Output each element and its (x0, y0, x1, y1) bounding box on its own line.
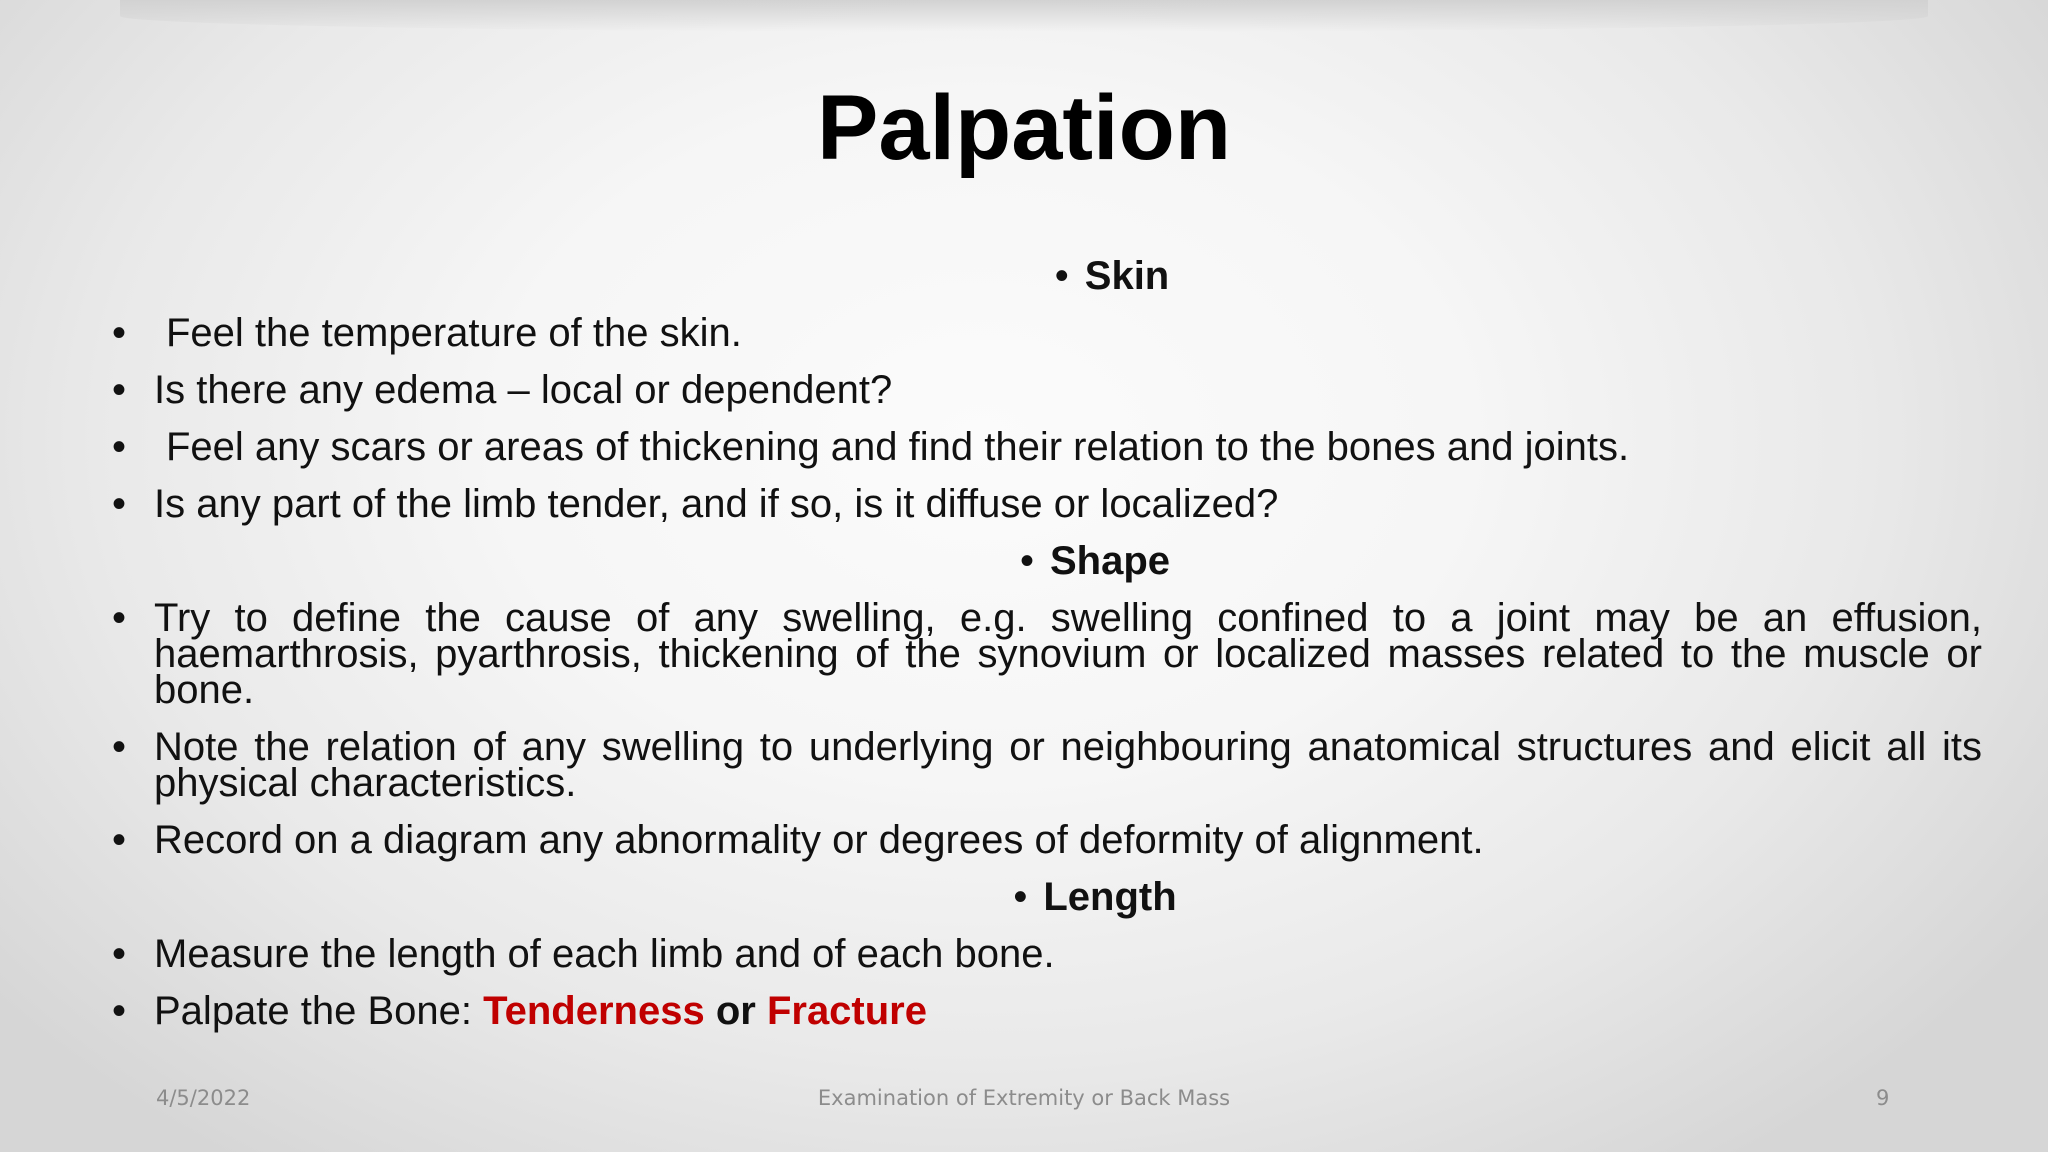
list-item-text: Measure the length of each limb and of each bone. (154, 932, 1055, 976)
bullet-icon: • (1013, 875, 1028, 919)
list-item (112, 725, 1982, 805)
palpate-prefix: Palpate the Bone: (154, 989, 484, 1033)
list-item-text: Record on a diagram any abnormality or degrees of deformity of alignment. (154, 818, 1484, 862)
section-heading-shape (112, 539, 1982, 583)
slide-title: Palpation (816, 77, 1232, 179)
footer-title: Examination of Extremity or Back Mass (817, 1086, 1231, 1110)
list-item (112, 482, 1982, 526)
list-item-text: Feel any scars or areas of thickening and find their relation to the bones and joints. (166, 425, 1630, 469)
list-item-text: Is any part of the limb tender, and if so, is it diffuse or localized? (154, 482, 1279, 526)
section-heading-label: Length (1043, 875, 1177, 919)
section-heading-length (112, 875, 1982, 919)
bullet-icon: • (112, 311, 127, 355)
bullet-icon: • (112, 725, 127, 769)
list-item (112, 368, 1982, 412)
tenderness-term: Tenderness (483, 989, 705, 1033)
or-connector: or (704, 989, 767, 1033)
bullet-icon: • (112, 818, 127, 862)
section-heading-label: Shape (1049, 539, 1171, 583)
list-item-text: Try to define the cause of any swelling, e.g. swelling confined to a joint may be an effusion, haemarthrosis, pyarthrosis, thickening of the synovium or localized masses related to the muscle or bone. (154, 596, 1982, 712)
list-item-text: Feel the temperature of the skin. (166, 311, 742, 355)
bullet-icon: • (112, 482, 127, 526)
list-item (112, 425, 1982, 469)
bullet-icon: • (112, 425, 127, 469)
list-item (112, 596, 1982, 712)
section-heading-skin (112, 254, 1982, 298)
bullet-icon: • (112, 989, 127, 1033)
bullet-icon: • (1019, 539, 1034, 583)
list-item-text: Is there any edema – local or dependent? (154, 368, 893, 412)
list-item (112, 818, 1982, 862)
list-item-text (154, 989, 927, 1033)
bullet-icon: • (112, 368, 127, 412)
list-item-text: Note the relation of any swelling to underlying or neighbouring anatomical structures and elicit all its physical characteristics. (154, 725, 1982, 805)
fracture-term: Fracture (766, 989, 927, 1033)
list-item (112, 932, 1982, 976)
list-item (112, 311, 1982, 355)
footer-date: 4/5/2022 (156, 1086, 251, 1110)
section-heading-label: Skin (1084, 254, 1170, 298)
page-number: 9 (1876, 1086, 1890, 1110)
slide-body (112, 254, 1982, 1050)
bullet-icon: • (1054, 254, 1069, 298)
bullet-icon: • (112, 932, 127, 976)
list-item (112, 989, 1982, 1033)
bullet-icon: • (112, 596, 127, 640)
